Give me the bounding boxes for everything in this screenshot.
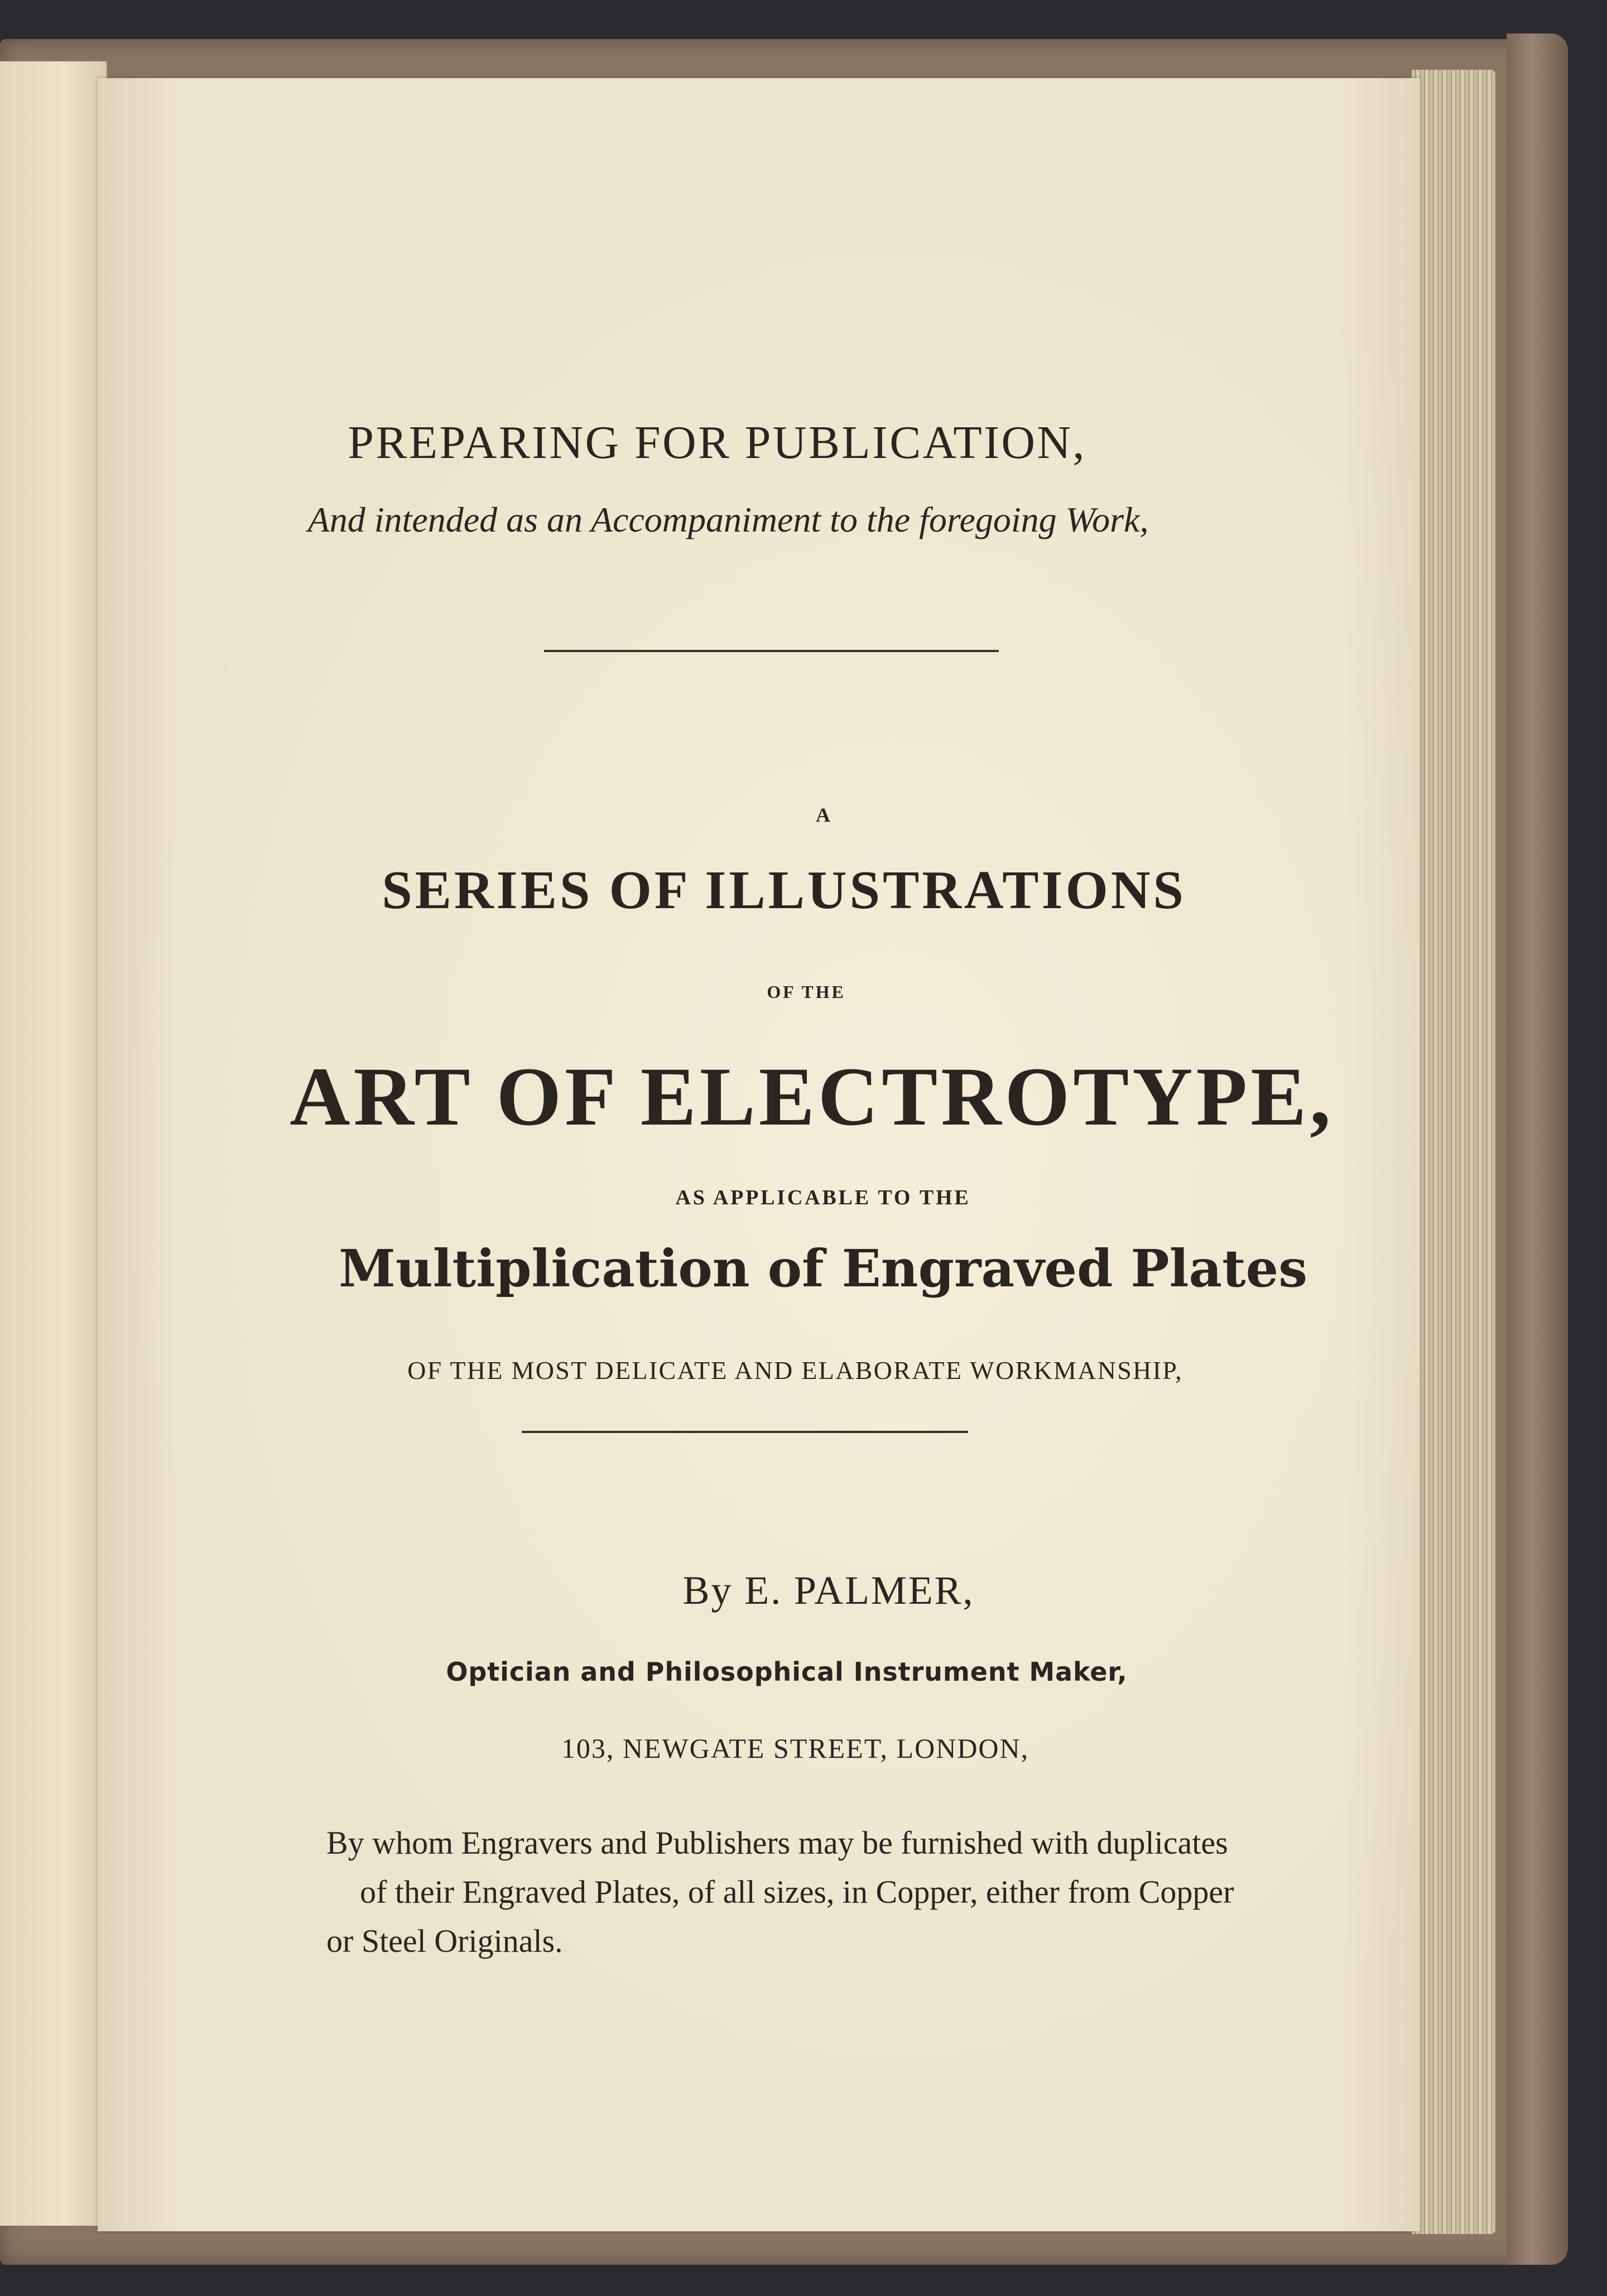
author-occupation: Optician and Philosophical Instrument Maker, — [446, 1657, 1128, 1687]
paragraph-line: or Steel Originals. — [326, 1923, 563, 1959]
page-fore-edge — [1412, 70, 1495, 2234]
intended-subheading: And intended as an Accompaniment to the foregoing Work, — [307, 500, 1149, 539]
book-cover-edge — [1507, 33, 1568, 2265]
author-address: 103, NEWGATE STREET, LONDON, — [561, 1733, 1029, 1764]
author-line: By E. PALMER, — [682, 1568, 975, 1613]
title-page — [98, 78, 1420, 2231]
notice-paragraph — [326, 1819, 1359, 1966]
workmanship-line: OF THE MOST DELICATE AND ELABORATE WORKMANSHIP, — [407, 1356, 1183, 1385]
multiplication-blackletter: Multiplication of Engraved Plates — [338, 1238, 1307, 1299]
paragraph-line: By whom Engravers and Publishers may be furnished with duplicates — [326, 1825, 1228, 1861]
applicable-label: AS APPLICABLE TO THE — [675, 1186, 971, 1209]
article-a: A — [816, 804, 830, 826]
of-the-label: OF THE — [767, 982, 846, 1002]
series-title: SERIES OF ILLUSTRATIONS — [382, 860, 1186, 920]
main-title: ART OF ELECTROTYPE, — [290, 1050, 1334, 1143]
left-page — [0, 61, 107, 2226]
paragraph-line: of their Engraved Plates, of all sizes, in Copper, either from Copper — [360, 1874, 1234, 1910]
divider-rule — [522, 1431, 968, 1433]
preparing-heading: PREPARING FOR PUBLICATION, — [348, 417, 1086, 469]
divider-rule — [544, 650, 999, 652]
